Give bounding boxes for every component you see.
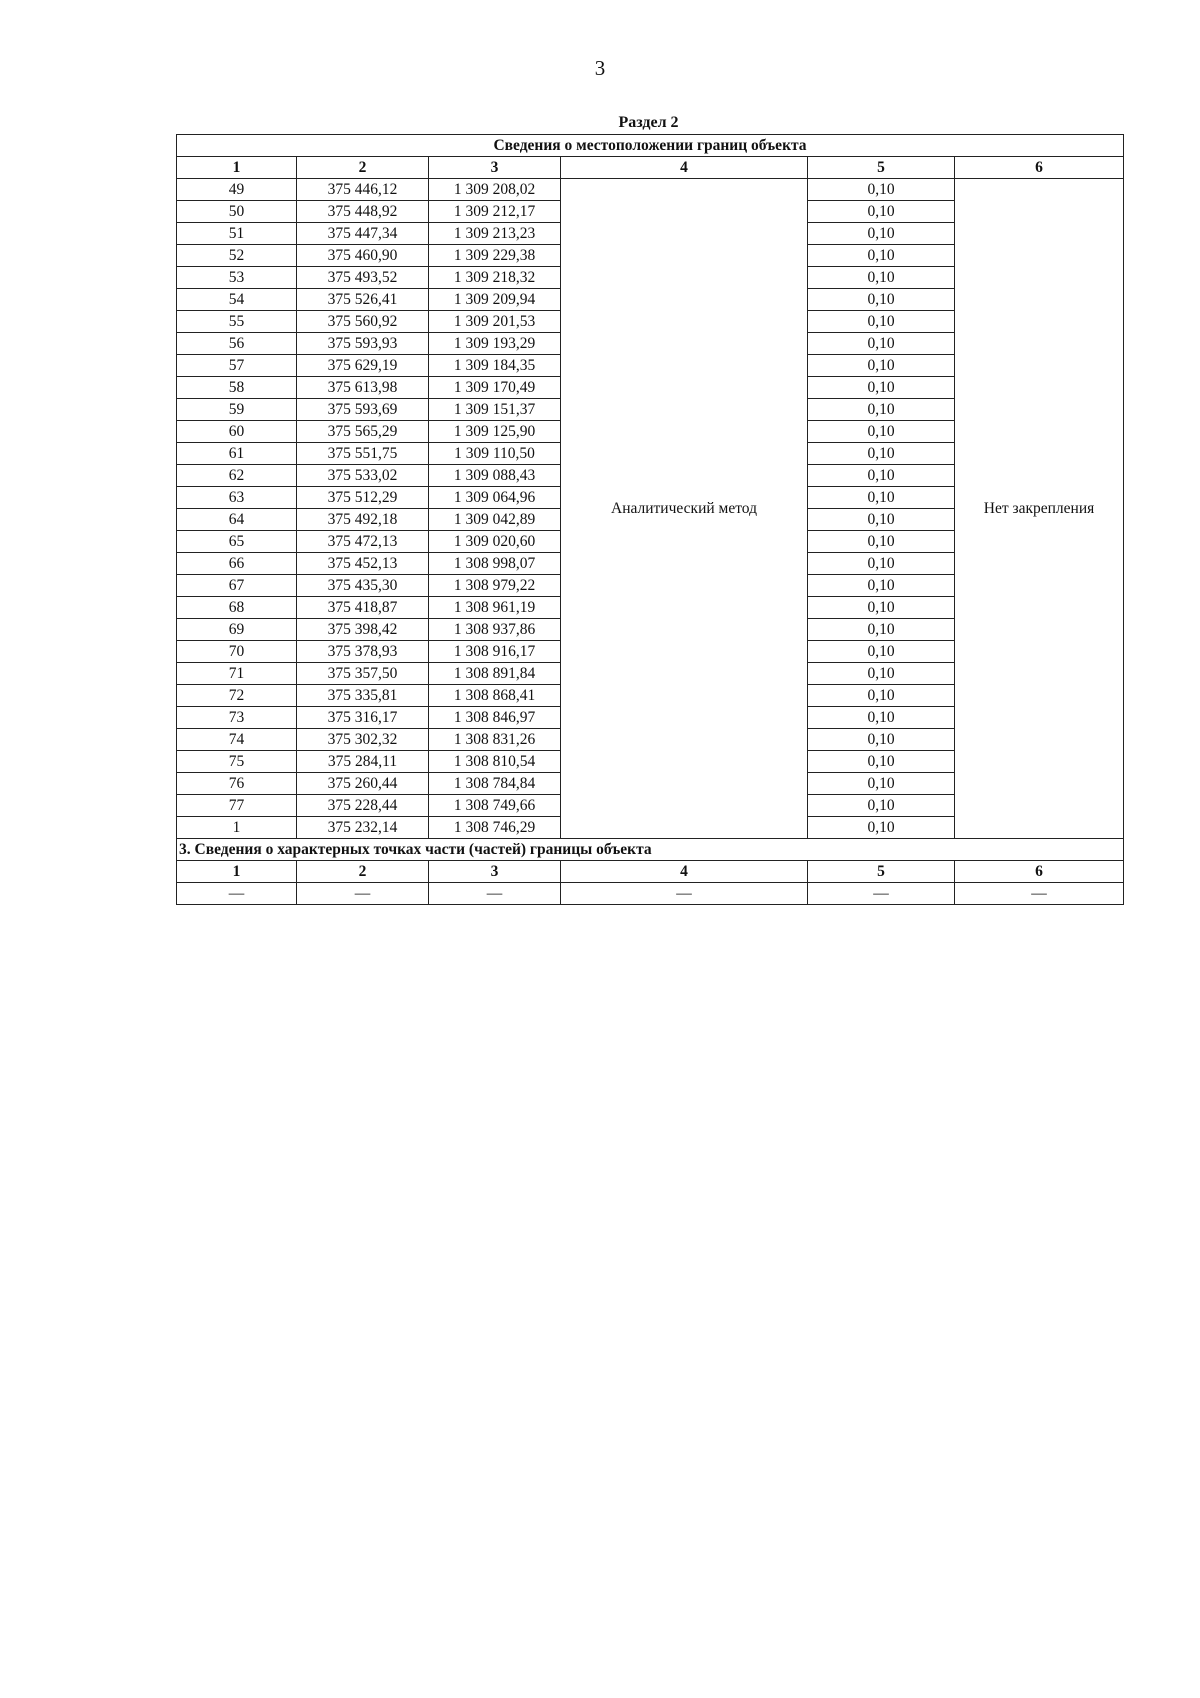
dash-placeholder: — bbox=[486, 884, 503, 902]
point-number: 68 bbox=[177, 597, 297, 619]
point-number: 55 bbox=[177, 311, 297, 333]
point-number: 62 bbox=[177, 465, 297, 487]
column-number: 3 bbox=[429, 157, 561, 179]
coordinate-y: 1 309 088,43 bbox=[429, 465, 561, 487]
accuracy-value: 0,10 bbox=[808, 575, 955, 597]
coordinate-y: 1 309 020,60 bbox=[429, 531, 561, 553]
accuracy-value: 0,10 bbox=[808, 817, 955, 839]
accuracy-value: 0,10 bbox=[808, 245, 955, 267]
subsection-title-row bbox=[177, 839, 1124, 861]
coordinate-y: 1 308 846,97 bbox=[429, 707, 561, 729]
coordinate-x: 375 551,75 bbox=[297, 443, 429, 465]
accuracy-value: 0,10 bbox=[808, 377, 955, 399]
dash-placeholder: — bbox=[354, 884, 371, 902]
column-number: 1 bbox=[177, 861, 297, 883]
coordinate-x: 375 512,29 bbox=[297, 487, 429, 509]
point-number: 70 bbox=[177, 641, 297, 663]
coordinate-y: 1 309 201,53 bbox=[429, 311, 561, 333]
accuracy-value: 0,10 bbox=[808, 553, 955, 575]
accuracy-value: 0,10 bbox=[808, 289, 955, 311]
accuracy-value: 0,10 bbox=[808, 421, 955, 443]
coordinate-y: 1 309 212,17 bbox=[429, 201, 561, 223]
coordinate-x: 375 418,87 bbox=[297, 597, 429, 619]
point-number: 54 bbox=[177, 289, 297, 311]
point-number: 76 bbox=[177, 773, 297, 795]
empty-cell bbox=[177, 883, 297, 905]
column-number: 4 bbox=[561, 157, 808, 179]
coordinate-y: 1 308 998,07 bbox=[429, 553, 561, 575]
coordinate-y: 1 308 937,86 bbox=[429, 619, 561, 641]
coordinate-y: 1 308 746,29 bbox=[429, 817, 561, 839]
accuracy-value: 0,10 bbox=[808, 751, 955, 773]
accuracy-value: 0,10 bbox=[808, 179, 955, 201]
point-number: 59 bbox=[177, 399, 297, 421]
coordinate-x: 375 448,92 bbox=[297, 201, 429, 223]
point-number: 50 bbox=[177, 201, 297, 223]
coordinate-y: 1 308 810,54 bbox=[429, 751, 561, 773]
dash-placeholder: — bbox=[873, 884, 889, 902]
page-number: 3 bbox=[594, 56, 606, 80]
coordinate-x: 375 593,93 bbox=[297, 333, 429, 355]
accuracy-value: 0,10 bbox=[808, 795, 955, 817]
coordinate-x: 375 565,29 bbox=[297, 421, 429, 443]
point-number: 72 bbox=[177, 685, 297, 707]
coordinate-y: 1 309 110,50 bbox=[429, 443, 561, 465]
coordinate-y: 1 309 209,94 bbox=[429, 289, 561, 311]
point-number: 65 bbox=[177, 531, 297, 553]
coordinate-y: 1 309 042,89 bbox=[429, 509, 561, 531]
dash-placeholder: — bbox=[676, 884, 692, 902]
accuracy-value: 0,10 bbox=[808, 267, 955, 289]
coordinate-y: 1 309 193,29 bbox=[429, 333, 561, 355]
point-number: 66 bbox=[177, 553, 297, 575]
coordinate-x: 375 378,93 bbox=[297, 641, 429, 663]
point-number: 75 bbox=[177, 751, 297, 773]
accuracy-value: 0,10 bbox=[808, 707, 955, 729]
column-number-row bbox=[177, 157, 1124, 179]
coordinate-x: 375 452,13 bbox=[297, 553, 429, 575]
point-number: 64 bbox=[177, 509, 297, 531]
coordinate-x: 375 446,12 bbox=[297, 179, 429, 201]
section-title: Раздел 2 bbox=[618, 114, 679, 131]
column-number: 3 bbox=[429, 861, 561, 883]
column-number: 1 bbox=[177, 157, 297, 179]
coordinate-x: 375 533,02 bbox=[297, 465, 429, 487]
point-number: 77 bbox=[177, 795, 297, 817]
point-fixation: Нет закрепления bbox=[955, 179, 1124, 839]
coordinate-x: 375 526,41 bbox=[297, 289, 429, 311]
accuracy-value: 0,10 bbox=[808, 663, 955, 685]
point-number: 49 bbox=[177, 179, 297, 201]
coordinate-x: 375 492,18 bbox=[297, 509, 429, 531]
coordinate-x: 375 435,30 bbox=[297, 575, 429, 597]
coordinate-x: 375 260,44 bbox=[297, 773, 429, 795]
accuracy-value: 0,10 bbox=[808, 773, 955, 795]
table-row bbox=[177, 179, 1124, 201]
coordinate-x: 375 228,44 bbox=[297, 795, 429, 817]
accuracy-value: 0,10 bbox=[808, 443, 955, 465]
point-number: 52 bbox=[177, 245, 297, 267]
accuracy-value: 0,10 bbox=[808, 355, 955, 377]
coordinate-y: 1 309 213,23 bbox=[429, 223, 561, 245]
point-number: 69 bbox=[177, 619, 297, 641]
accuracy-value: 0,10 bbox=[808, 333, 955, 355]
coordinate-x: 375 316,17 bbox=[297, 707, 429, 729]
coordinate-x: 375 335,81 bbox=[297, 685, 429, 707]
point-number: 51 bbox=[177, 223, 297, 245]
table-title-row bbox=[177, 135, 1124, 157]
accuracy-value: 0,10 bbox=[808, 487, 955, 509]
coordinate-y: 1 309 229,38 bbox=[429, 245, 561, 267]
column-number: 2 bbox=[297, 157, 429, 179]
coordinate-y: 1 309 208,02 bbox=[429, 179, 561, 201]
accuracy-value: 0,10 bbox=[808, 311, 955, 333]
point-number: 56 bbox=[177, 333, 297, 355]
coordinate-y: 1 309 184,35 bbox=[429, 355, 561, 377]
column-number: 2 bbox=[297, 861, 429, 883]
point-number: 57 bbox=[177, 355, 297, 377]
coordinate-y: 1 308 979,22 bbox=[429, 575, 561, 597]
accuracy-value: 0,10 bbox=[808, 531, 955, 553]
empty-cell bbox=[429, 883, 561, 905]
coordinate-x: 375 460,90 bbox=[297, 245, 429, 267]
coordinate-y: 1 308 891,84 bbox=[429, 663, 561, 685]
coordinate-x: 375 593,69 bbox=[297, 399, 429, 421]
coordinate-x: 375 472,13 bbox=[297, 531, 429, 553]
accuracy-value: 0,10 bbox=[808, 465, 955, 487]
point-number: 60 bbox=[177, 421, 297, 443]
coordinate-y: 1 308 916,17 bbox=[429, 641, 561, 663]
coordinate-y: 1 309 151,37 bbox=[429, 399, 561, 421]
coordinate-y: 1 309 064,96 bbox=[429, 487, 561, 509]
coordinate-x: 375 447,34 bbox=[297, 223, 429, 245]
accuracy-value: 0,10 bbox=[808, 201, 955, 223]
column-number: 4 bbox=[561, 861, 808, 883]
accuracy-value: 0,10 bbox=[808, 597, 955, 619]
coordinate-x: 375 357,50 bbox=[297, 663, 429, 685]
coordinate-y: 1 309 125,90 bbox=[429, 421, 561, 443]
coordinate-x: 375 613,98 bbox=[297, 377, 429, 399]
coordinate-x: 375 302,32 bbox=[297, 729, 429, 751]
point-number: 1 bbox=[177, 817, 297, 839]
accuracy-value: 0,10 bbox=[808, 509, 955, 531]
accuracy-value: 0,10 bbox=[808, 223, 955, 245]
point-number: 74 bbox=[177, 729, 297, 751]
point-number: 73 bbox=[177, 707, 297, 729]
coordinate-x: 375 493,52 bbox=[297, 267, 429, 289]
point-number: 53 bbox=[177, 267, 297, 289]
coordinate-y: 1 308 868,41 bbox=[429, 685, 561, 707]
subsection-title: 3. Сведения о характерных точках части (частей) границы объекта bbox=[177, 839, 1124, 861]
table-title: Сведения о местоположении границ объекта bbox=[177, 135, 1124, 157]
column-number: 5 bbox=[808, 861, 955, 883]
accuracy-value: 0,10 bbox=[808, 685, 955, 707]
accuracy-value: 0,10 bbox=[808, 641, 955, 663]
subsection-empty-row bbox=[177, 883, 1124, 905]
empty-cell bbox=[808, 883, 955, 905]
coordinate-x: 375 398,42 bbox=[297, 619, 429, 641]
coordinate-x: 375 560,92 bbox=[297, 311, 429, 333]
accuracy-value: 0,10 bbox=[808, 619, 955, 641]
point-number: 67 bbox=[177, 575, 297, 597]
accuracy-value: 0,10 bbox=[808, 729, 955, 751]
empty-cell bbox=[561, 883, 808, 905]
coordinate-x: 375 284,11 bbox=[297, 751, 429, 773]
column-number: 6 bbox=[955, 157, 1124, 179]
coordinate-x: 375 629,19 bbox=[297, 355, 429, 377]
point-number: 58 bbox=[177, 377, 297, 399]
determination-method: Аналитический метод bbox=[561, 179, 808, 839]
coordinate-y: 1 309 218,32 bbox=[429, 267, 561, 289]
coordinate-x: 375 232,14 bbox=[297, 817, 429, 839]
dash-placeholder: — bbox=[228, 884, 245, 902]
coordinate-y: 1 309 170,49 bbox=[429, 377, 561, 399]
empty-cell bbox=[955, 883, 1124, 905]
accuracy-value: 0,10 bbox=[808, 399, 955, 421]
point-number: 71 bbox=[177, 663, 297, 685]
column-number: 5 bbox=[808, 157, 955, 179]
coordinate-y: 1 308 749,66 bbox=[429, 795, 561, 817]
point-number: 63 bbox=[177, 487, 297, 509]
coordinate-y: 1 308 831,26 bbox=[429, 729, 561, 751]
coordinate-y: 1 308 784,84 bbox=[429, 773, 561, 795]
column-number: 6 bbox=[955, 861, 1124, 883]
point-number: 61 bbox=[177, 443, 297, 465]
empty-cell bbox=[297, 883, 429, 905]
boundary-table bbox=[176, 134, 1124, 905]
subsection-column-number-row bbox=[177, 861, 1124, 883]
coordinate-y: 1 308 961,19 bbox=[429, 597, 561, 619]
dash-placeholder: — bbox=[1031, 884, 1047, 902]
